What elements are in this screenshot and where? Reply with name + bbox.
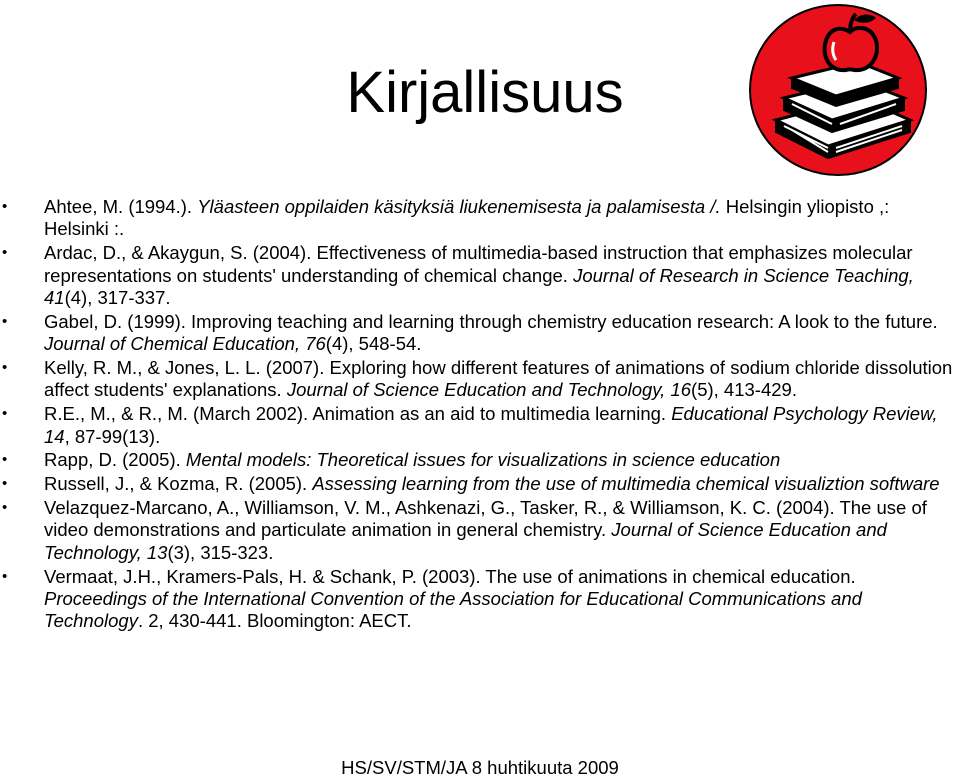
bullet-icon: • — [2, 405, 8, 423]
reference-item — [0, 473, 960, 495]
reference-text: Rapp, D. (2005). — [44, 449, 186, 471]
bullet-icon: • — [2, 244, 8, 262]
apple-on-books-icon — [748, 2, 928, 177]
reference-item — [0, 242, 960, 309]
reference-text: Kelly, R. M., & Jones, L. L. (2007). Exploring how different features of animations of sodium chloride dissolution affect students' explanations. — [44, 357, 953, 401]
reference-source: Educational Psychology Review, 14 — [44, 403, 938, 447]
reference-source: Journal of Research in Science Teaching, 41 — [44, 264, 914, 309]
reference-source: Journal of Science Education and Technology, 16 — [286, 379, 692, 401]
reference-source: Yläasteen oppilaiden käsityksiä liukenemisesta ja palamisesta /. — [197, 196, 721, 217]
reference-item — [0, 566, 960, 633]
reference-item — [0, 357, 960, 402]
reference-source: Assessing learning from the use of multimedia chemical visualiztion software — [312, 473, 940, 495]
reference-list — [0, 196, 960, 634]
reference-source: Journal of Science Education and Technology, 13 — [44, 519, 887, 563]
reference-text: Ahtee, M. (1994.). — [44, 196, 198, 217]
reference-item — [0, 196, 960, 241]
reference-source: Journal of Chemical Education, 76 — [44, 333, 326, 355]
reference-text: Ardac, D., & Akaygun, S. (2004). Effectiveness of multimedia-based instruction that emphasizes molecular representations on students' understanding of chemical change. — [44, 242, 913, 286]
bullet-icon: • — [2, 499, 8, 517]
page-title: Kirjallisuus — [346, 60, 624, 125]
reference-source: Proceedings of the International Convention of the Association for Educational Communications and Technology — [44, 588, 862, 632]
reference-text: Gabel, D. (1999). Improving teaching and learning through chemistry education research: A look to the future. — [44, 310, 938, 332]
bullet-icon: • — [2, 475, 8, 493]
reference-text: Russell, J., & Kozma, R. (2005). — [44, 473, 313, 495]
bullet-icon: • — [2, 451, 8, 469]
reference-text: (3), 315-323. — [167, 541, 274, 563]
reference-text: . 2, 430-441. Bloomington: AECT. — [137, 610, 412, 632]
reference-item — [0, 449, 960, 471]
reference-item — [0, 311, 960, 356]
bullet-icon: • — [2, 567, 8, 585]
bullet-icon: • — [2, 359, 8, 377]
reference-text: (4), 317-337. — [64, 287, 171, 309]
reference-text: , 87-99(13). — [64, 425, 161, 447]
reference-text: Helsingin yliopisto ,: Helsinki :. — [44, 196, 890, 240]
reference-text: (4), 548-54. — [325, 333, 422, 355]
reference-item — [0, 497, 960, 564]
reference-text: Velazquez-Marcano, A., Williamson, V. M., Ashkenazi, G., Tasker, R., & Williamson, K. C. (2004). The use of video demonstrations and particulate animation in general chemistry. — [44, 497, 927, 541]
reference-source: Mental models: Theoretical issues for visualizations in science education — [185, 449, 781, 471]
reference-text: Vermaat, J.H., Kramers-Pals, H. & Schank, P. (2003). The use of animations in chemical education. — [44, 565, 856, 587]
bullet-icon: • — [2, 312, 8, 330]
reference-text: (5), 413-429. — [691, 379, 797, 401]
footer-text: HS/SV/STM/JA 8 huhtikuuta 2009 — [341, 757, 619, 778]
reference-item — [0, 403, 960, 448]
bullet-icon: • — [2, 198, 8, 215]
reference-text: R.E., M., & R., M. (March 2002). Animation as an aid to multimedia learning. — [44, 403, 672, 425]
